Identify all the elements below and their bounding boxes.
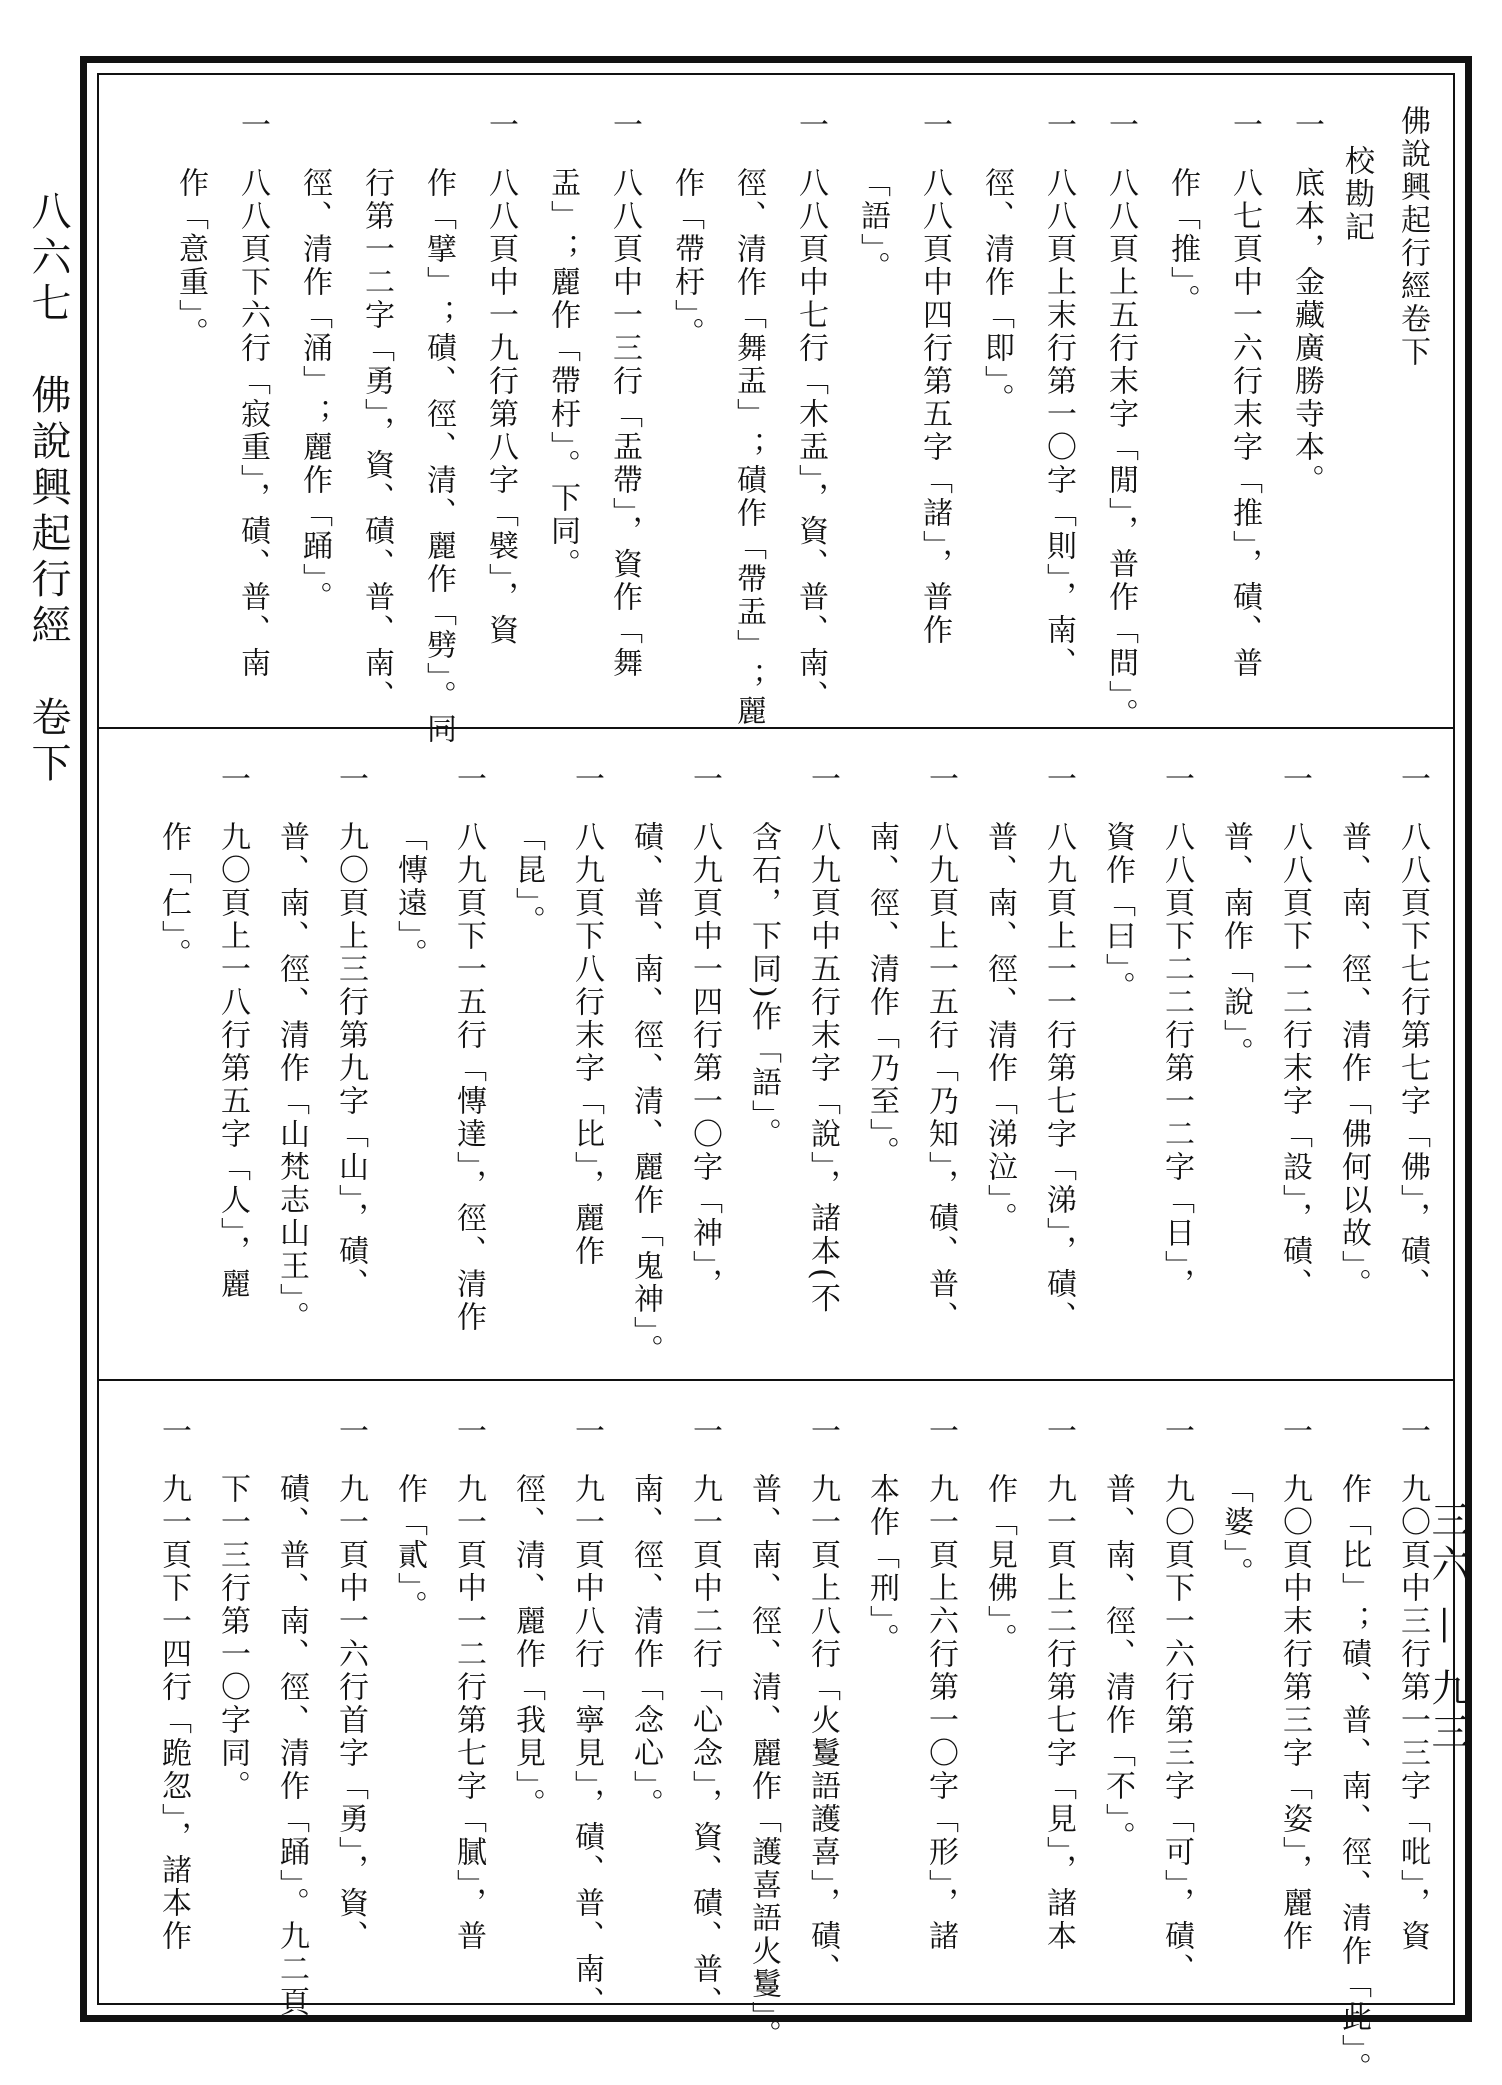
entry-marker: 一: [1277, 1415, 1312, 1445]
title: 佛說興起行經卷下: [1395, 105, 1430, 369]
page-frame: [80, 56, 1472, 2085]
entry-marker: 一: [451, 763, 486, 793]
entry-text: 八八頁中七行「木盂」，資、普、南、: [793, 167, 828, 713]
entry-marker: 一: [333, 1415, 368, 1445]
entry-text: 九一頁上六行第一〇字「形」，諸: [923, 1473, 958, 1953]
entry-text: 作「推」。: [1165, 167, 1200, 317]
entry-text: 八八頁上末行第一〇字「則」，南、: [1041, 167, 1076, 680]
running-head: 八六七 佛說興起行經 卷下: [25, 190, 71, 788]
entry-text: 八九頁中一四行第一〇字「神」，: [687, 821, 722, 1301]
entry-text: 徑、清、麗作「我見」。: [510, 1473, 545, 1821]
entry-text: 八九頁中五行末字「說」，諸本(不: [805, 821, 840, 1316]
entry-marker: 一: [923, 1415, 958, 1445]
entry-text: 九一頁中八行「寧見」，磧、普、南、: [569, 1473, 604, 2019]
entry-marker: 一: [1395, 763, 1430, 793]
entry-marker: 一: [793, 109, 828, 139]
entry-text: 九〇頁中末行第三字「姿」，麗作: [1277, 1473, 1312, 1953]
entry-text: 普、南作「說」。: [1218, 821, 1253, 1070]
entry-text: 八八頁上五行末字「閒」，普作「問」。: [1103, 167, 1138, 731]
entry-text: 下一三行第一〇字同。: [215, 1473, 250, 1803]
entry-text: 作「擘」；磧、徑、清、麗作「劈」。同: [421, 167, 456, 746]
entry-text: 普、南、徑、清作「不」。: [1100, 1473, 1135, 1854]
entry-text: 「慱遠」。: [392, 821, 427, 971]
entry-marker: 一: [569, 1415, 604, 1445]
entry-text: 普、南、徑、清作「佛何以故」。: [1336, 821, 1371, 1301]
entry-marker: 一: [923, 763, 958, 793]
entry-marker: 一: [1041, 763, 1076, 793]
entry-text: 八九頁上一一行第七字「涕」，磧、: [1041, 821, 1076, 1334]
entry-text: 九〇頁中三行第一三字「吡」，資: [1395, 1473, 1430, 1953]
entry-text: 八九頁下一五行「慱達」，徑、清作: [451, 821, 486, 1334]
entry-text: 本作「刑」。: [864, 1473, 899, 1656]
entry-text: 徑、清作「涌」；麗作「踊」。: [297, 167, 332, 614]
entry-text: 九〇頁上三行第九字「山」，磧、: [333, 821, 368, 1301]
entry-marker: 一: [333, 763, 368, 793]
entry-text: 作「仁」。: [156, 821, 191, 971]
entry-marker: 一: [805, 1415, 840, 1445]
entry-text: 八八頁中一九行第八字「襞」，資: [483, 167, 518, 647]
entry-text: 九一頁上八行「火鬘語護喜」，磧、: [805, 1473, 840, 1986]
entry-text: 普、南、徑、清作「涕泣」。: [982, 821, 1017, 1235]
page-frame-inner: [97, 73, 1455, 2085]
entry-marker: 一: [1041, 1415, 1076, 1445]
entry-text: 底本，金藏廣勝寺本。: [1289, 167, 1324, 497]
entry-marker: 一: [569, 763, 604, 793]
entry-text: 八八頁下六行「寂重」，磧、普、南: [235, 167, 270, 680]
entry-text: 磧、普、南、徑、清作「踊」。九二頁: [274, 1473, 309, 2019]
entry-text: 行第一二字「勇」，資、磧、普、南、: [359, 167, 394, 713]
entry-text: 九一頁上二行第七字「見」，諸本: [1041, 1473, 1076, 1953]
entry-text: 九一頁中一六行首字「勇」，資、: [333, 1473, 368, 1953]
band-bottom: [99, 1379, 1453, 2085]
entry-text: 八八頁中一三行「盂帶」，資作「舞: [607, 167, 642, 680]
entry-text: 「語」。: [855, 167, 890, 284]
entry-text: 八八頁下一二行末字「設」，磧、: [1277, 821, 1312, 1301]
entry-marker: 一: [687, 763, 722, 793]
subtitle: 校勘記: [1339, 145, 1374, 244]
entry-text: 作「見佛」。: [982, 1473, 1017, 1656]
entry-text: 普、南、徑、清作「山梵志山王」。: [274, 821, 309, 1334]
entry-text: 八八頁下七行第七字「佛」，磧、: [1395, 821, 1430, 1301]
entry-text: 徑、清作「即」。: [979, 167, 1014, 416]
entry-marker: 一: [917, 109, 952, 139]
entry-text: 含石，下同)作「語」。: [746, 821, 781, 1151]
entry-text: 盂」；麗作「帶杅」。下同。: [545, 167, 580, 581]
entry-text: 八七頁中一六行末字「推」，磧、普: [1227, 167, 1262, 680]
entry-marker: 一: [1227, 109, 1262, 139]
entry-marker: 一: [483, 109, 518, 139]
entry-text: 作「貳」。: [392, 1473, 427, 1623]
entry-text: 徑、清作「舞盂」；磧作「帶盂」；麗: [731, 167, 766, 728]
entry-marker: 一: [607, 109, 642, 139]
entry-text: 磧、普、南、徑、清、麗作「鬼神」。: [628, 821, 663, 1367]
entry-text: 普、南、徑、清、麗作「護喜語火鬘」。: [746, 1473, 781, 2052]
entry-marker: 一: [1289, 109, 1324, 139]
entry-text: 九一頁中一二行第七字「膩」，普: [451, 1473, 486, 1953]
entry-text: 作「意重」。: [173, 167, 208, 350]
entry-marker: 一: [1159, 1415, 1194, 1445]
entry-marker: 一: [451, 1415, 486, 1445]
entry-text: 九〇頁上一八行第五字「人」，麗: [215, 821, 250, 1301]
entry-text: 「婆」。: [1218, 1473, 1253, 1590]
entry-marker: 一: [1041, 109, 1076, 139]
entry-marker: 一: [1159, 763, 1194, 793]
entry-text: 八九頁上一五行「乃知」，磧、普、: [923, 821, 958, 1334]
entry-marker: 一: [687, 1415, 722, 1445]
entry-text: 八八頁下二二行第一二字「日」，: [1159, 821, 1194, 1301]
page-number: 三六 — 九三: [1425, 1500, 1469, 1757]
entry-text: 南、徑、清作「念心」。: [628, 1473, 663, 1821]
entry-text: 資作「曰」。: [1100, 821, 1135, 1004]
band-middle: [99, 727, 1453, 1379]
entry-text: 南、徑、清作「乃至」。: [864, 821, 899, 1169]
entry-marker: 一: [805, 763, 840, 793]
entry-text: 八九頁下八行末字「比」，麗作: [569, 821, 604, 1268]
entry-text: 九〇頁下一六行第三字「可」，磧、: [1159, 1473, 1194, 1986]
entry-marker: 一: [1103, 109, 1138, 139]
entry-text: 九一頁下一四行「跪忽」，諸本作: [156, 1473, 191, 1953]
entry-marker: 一: [235, 109, 270, 139]
entry-text: 九一頁中二行「心念」，資、磧、普、: [687, 1473, 722, 2019]
entry-text: 「昆」。: [510, 821, 545, 938]
entry-text: 八八頁中四行第五字「諸」，普作: [917, 167, 952, 647]
entry-marker: 一: [156, 1415, 191, 1445]
entry-text: 作「帶杅」。: [669, 167, 704, 350]
entry-text: 作「比」；磧、普、南、徑、清作「此」。: [1336, 1473, 1371, 2085]
entry-marker: 一: [215, 763, 250, 793]
entry-marker: 一: [1395, 1415, 1430, 1445]
band-top: [99, 75, 1453, 746]
entry-marker: 一: [1277, 763, 1312, 793]
